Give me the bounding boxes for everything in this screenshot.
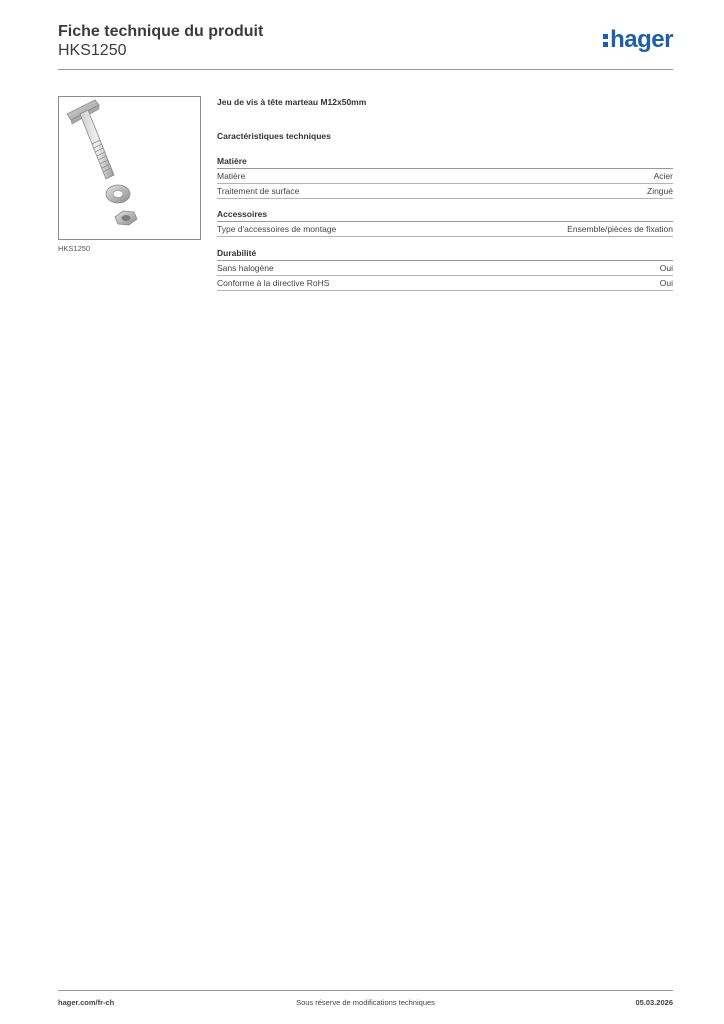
row-value: Zingué bbox=[647, 186, 673, 196]
characteristics-heading: Caractéristiques techniques bbox=[217, 131, 331, 141]
hammer-head-screw-icon bbox=[59, 97, 200, 239]
image-caption: HKS1250 bbox=[58, 244, 91, 253]
group-title: Matière bbox=[217, 155, 673, 169]
logo-colon-icon bbox=[603, 29, 609, 49]
row-value: Acier bbox=[653, 171, 673, 181]
footer-website-link[interactable]: hager.com/fr-ch bbox=[58, 998, 115, 1007]
product-reference: HKS1250 bbox=[58, 42, 127, 59]
product-details bbox=[217, 96, 673, 291]
group-title: Durabilité bbox=[217, 247, 673, 261]
row-label: Traitement de surface bbox=[217, 186, 300, 196]
hager-logo[interactable] bbox=[603, 26, 673, 54]
row-label: Type d'accessoires de montage bbox=[217, 224, 337, 234]
table-row bbox=[217, 222, 673, 237]
row-value: Oui bbox=[659, 263, 673, 273]
table-row bbox=[217, 261, 673, 276]
page-title: Fiche technique du produit bbox=[58, 23, 264, 40]
row-value: Oui bbox=[659, 278, 673, 288]
logo-text: hager bbox=[610, 26, 673, 53]
footer-divider bbox=[58, 990, 673, 991]
table-row bbox=[217, 169, 673, 184]
row-label: Conforme à la directive RoHS bbox=[217, 278, 330, 288]
group-material bbox=[217, 155, 673, 199]
footer-date: 05.03.2026 bbox=[635, 998, 673, 1007]
row-label: Matière bbox=[217, 171, 246, 181]
product-description: Jeu de vis à tête marteau M12x50mm bbox=[217, 97, 367, 107]
product-image bbox=[58, 96, 201, 240]
header-divider bbox=[58, 69, 673, 70]
page-header bbox=[58, 22, 673, 70]
row-label: Sans halogène bbox=[217, 263, 274, 273]
group-accessories bbox=[217, 208, 673, 237]
row-value: Ensemble/pièces de fixation bbox=[567, 224, 673, 234]
table-row bbox=[217, 184, 673, 199]
footer-notice: Sous réserve de modifications techniques bbox=[296, 998, 435, 1007]
table-row bbox=[217, 276, 673, 291]
group-title: Accessoires bbox=[217, 208, 673, 222]
group-durability bbox=[217, 247, 673, 291]
